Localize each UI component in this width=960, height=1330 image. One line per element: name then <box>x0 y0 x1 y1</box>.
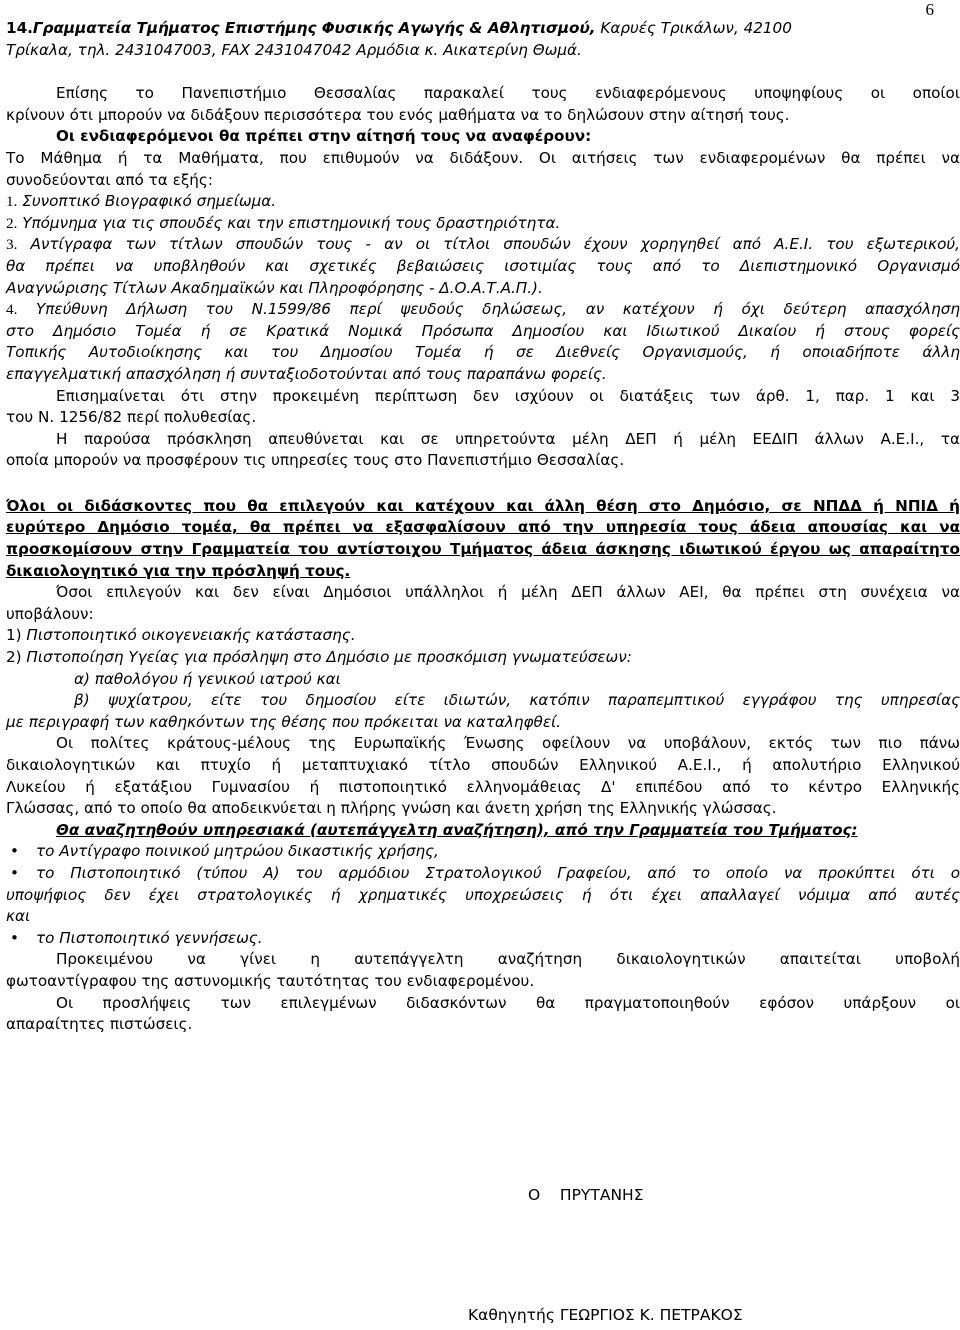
requirement-3-cont2: Αναγνώρισης Τίτλων Ακαδημαϊκών και Πληροφόρησης - Δ.Ο.Α.Τ.Α.Π.). <box>6 278 543 297</box>
requirement-4: 4. Υπεύθυνη Δήλωση του Ν.1599/86 περί ψευδούς δηλώσεως, αν κατέχουν ή όχι δεύτερη απασχόληση <box>6 300 960 319</box>
selected-item2-b2: με περιγραφή των καθηκόντων της θέσης που πρόκειται να καταληφθεί. <box>6 712 561 731</box>
requirement-2: 2. Υπόμνημα για τις σπουδές και την επιστημονική τους δραστηριότητα. <box>6 213 561 232</box>
selected-item2-b: β) ψυχίατρου, είτε του δημοσίου είτε ιδιωτών, κατόπιν παραπεμπτικού εγγράφου της υπηρεσίας <box>74 691 960 710</box>
closing-line3: Οι προσλήψεις των επιλεγμένων διδασκόντων θα πραγματοποιηθούν εφόσον υπάρξουν οι <box>56 993 960 1012</box>
eu-line2: δικαιολογητικών και πτυχίο ή μεταπτυχιακό τίτλο σπουδών Ελληνικού Α.Ε.Ι., ή απολυτήριο Ελληνικού <box>6 756 960 774</box>
note2-line1: Η παρούσα πρόσκληση απευθύνεται και σε υπηρετούντα μέλη ΔΕΠ ή μέλη ΕΕΔΙΠ άλλων Α.Ε.Ι., τα <box>56 429 960 448</box>
eu-line4: Γλώσσας, από το οποίο θα αποδεικνύεται η πλήρης γνώση και άνετη χρήση της Ελληνικής γλώσσας. <box>6 799 777 818</box>
item14-number: 14. <box>6 19 33 37</box>
note2-line2: οποία μπορούν να προσφέρουν τις υπηρεσίες τους στο Πανεπιστήμιο Θεσσαλίας. <box>6 451 625 470</box>
intro-heading: Οι ενδιαφερόμενοι θα πρέπει στην αίτησή τους να αναφέρουν: <box>56 127 592 146</box>
leave-notice-line1: Όλοι οι διδάσκοντες που θα επιλεγούν και κατέχουν και άλλη θέση στο Δημόσιο, σε ΝΠΔΔ ή ΝΠΙΔ ή <box>6 496 960 515</box>
secretariat-bullet-2-cont1: υποψήφιος δεν έχει στρατολογικές ή χρηματικές υποχρεώσεις ή ότι έχει απαλλαγεί νόμιμα από αυτές <box>6 885 960 904</box>
selected-item2: 2) Πιστοποίηση Υγείας για πρόσληψη στο Δημόσιο με προσκόμιση γνωματεύσεων: <box>6 648 632 667</box>
item14-title: Γραμματεία Τμήματος Επιστήμης Φυσικής Αγωγής & Αθλητισμού, <box>32 19 596 37</box>
requirement-4-cont3: επαγγελματική απασχόληση ή συνταξιοδοτούνται από τους παραπάνω φορείς. <box>6 364 607 383</box>
note1-line2: του Ν. 1256/82 περί πολυθεσίας. <box>6 408 257 427</box>
closing-line4: απαραίτητες πιστώσεις. <box>6 1015 193 1034</box>
requirement-3-cont1: θα πρέπει να υποβληθούν και σχετικές βεβαιώσεις ισοτιμίας τους από το Διεπιστημονικό Οργανισμό <box>6 256 960 275</box>
note1-line1: Επισημαίνεται ότι στην προκειμένη περίπτωση δεν ισχύουν οι διατάξεις των άρθ. 1, παρ. 1 και 3 <box>56 386 960 405</box>
leave-notice-line3: προσκομίσουν στην Γραμματεία του αντίστοιχου Τμήματος άδεια άσκησης ιδιωτικού έργου ως απαραίτητο <box>6 540 960 559</box>
secretariat-bullet-2: • το Πιστοποιητικό (τύπου Α) του αρμόδιου Στρατολογικού Γραφείου, από το οποίο να προκύπτει ότι ο <box>6 863 960 885</box>
requirement-4-cont2: Τοπικής Αυτοδιοίκησης και του Δημοσίου Τομέα ή σε Διεθνείς Οργανισμούς, ή οποιαδήποτε άλλη <box>6 343 960 362</box>
leave-notice-line2: ευρύτερο Δημόσιο τομέα, θα πρέπει να εξασφαλίσουν από την υπηρεσία τους άδεια απουσίας και να <box>6 518 960 537</box>
selected-line1: Όσοι επιλεγούν και δεν είναι Δημόσιοι υπάλληλοι ή μέλη ΔΕΠ άλλων ΑΕΙ, θα πρέπει στη συνέχεια να <box>56 583 960 602</box>
secretariat-bullet-3: • το Πιστοποιητικό γεννήσεως. <box>6 928 960 950</box>
secretariat-heading: Θα αναζητηθούν υπηρεσιακά (αυτεπάγγελτη αναζήτηση), από την Γραμματεία του Τμήματος: <box>56 820 858 839</box>
selected-item1: 1) Πιστοποιητικό οικογενειακής κατάστασης. <box>6 626 356 645</box>
intro-paragraph-line1: Επίσης το Πανεπιστήμιο Θεσσαλίας παρακαλεί τους ενδιαφερόμενους υποψηφίους οι οποίοι <box>56 84 960 103</box>
requirement-3: 3. Αντίγραφα των τίτλων σπουδών τους - αν οι τίτλοι σπουδών έχουν χορηγηθεί από Α.Ε.Ι. του εξωτερικού, <box>6 235 960 254</box>
eu-line3: Λυκείου ή εξατάξιου Γυμνασίου ή πιστοποιητικό ελληνομάθειας Δ' επιπέδου από το κέντρο Ελληνικής <box>6 777 960 796</box>
secretariat-bullet-1: • το Αντίγραφο ποινικού μητρώου δικαστικής χρήσης, <box>6 841 960 863</box>
requirement-4-cont1: στο Δημόσιο Τομέα ή σε Κρατικά Νομικά Πρόσωπα Δημοσίου και Ιδιωτικού Δικαίου ή στους φορείς <box>6 321 960 340</box>
item14-line2: Τρίκαλα, τηλ. 2431047003, FAX 2431047042 Αρμόδια κ. Αικατερίνη Θωμά. <box>6 40 582 59</box>
selected-item2-a: α) παθολόγου ή γενικού ιατρού και <box>74 669 341 688</box>
item14-line1 <box>6 18 960 40</box>
requirement-1: 1. Συνοπτικό Βιογραφικό σημείωμα. <box>6 192 277 211</box>
document-body <box>6 18 960 1036</box>
leave-notice-line4: δικαιολογητικό για την πρόσληψή τους. <box>6 561 351 580</box>
bullet-icon: • <box>10 928 19 947</box>
bullet-icon: • <box>10 842 19 861</box>
selected-line2: υποβάλουν: <box>6 604 94 623</box>
eu-line1: Οι πολίτες κράτους-μέλους της Ευρωπαϊκής Ένωσης οφείλουν να υποβάλουν, εκτός των πιο πάνω <box>56 734 960 753</box>
page-number: 6 <box>925 0 934 19</box>
intro-paragraph-line4: Το Μάθημα ή τα Μαθήματα, που επιθυμούν να διδάξουν. Οι αιτήσεις των ενδιαφερομένων θα πρέπει να <box>6 148 960 167</box>
item14-address: Καρυές Τρικάλων, 42100 <box>600 19 792 37</box>
closing-line2: φωτοαντίγραφου της αστυνομικής ταυτότητας του ενδιαφερομένου. <box>6 971 535 990</box>
bullet-icon: • <box>10 863 19 882</box>
intro-paragraph-line2: κρίνουν ότι μπορούν να διδάξουν περισσότερα του ενός μαθήματα να το δηλώσουν στην αίτησή τους. <box>6 105 790 124</box>
intro-paragraph-line5: συνοδεύονται από τα εξής: <box>6 170 213 189</box>
closing-line1: Προκειμένου να γίνει η αυτεπάγγελτη αναζήτηση δικαιολογητικών απαιτείται υποβολή <box>56 950 960 969</box>
secretariat-bullet-2-cont2: και <box>6 907 31 926</box>
